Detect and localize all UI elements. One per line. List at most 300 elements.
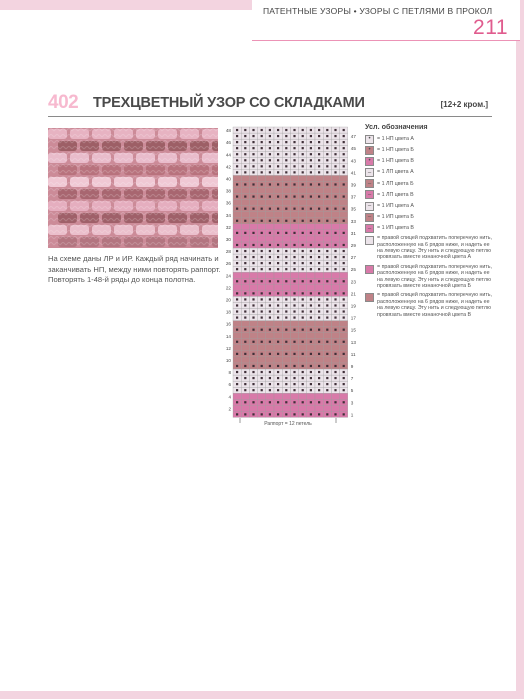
stitch-symbol bbox=[343, 153, 345, 155]
chart-cell bbox=[274, 284, 282, 290]
stitch-symbol bbox=[244, 195, 246, 197]
stitch-symbol bbox=[277, 383, 279, 385]
stitch-symbol bbox=[318, 262, 320, 264]
legend-label: = 1 ИП цвета В bbox=[377, 225, 414, 232]
stitch-symbol bbox=[252, 371, 254, 373]
stitch-symbol bbox=[343, 377, 345, 379]
stitch-symbol bbox=[326, 159, 328, 161]
stitch-symbol bbox=[343, 141, 345, 143]
legend-mark: – bbox=[367, 214, 372, 221]
stitch-symbol bbox=[334, 159, 336, 161]
stitch-symbol bbox=[285, 232, 287, 234]
stitch-symbol bbox=[252, 159, 254, 161]
chart-cell bbox=[307, 345, 315, 351]
chart-cell bbox=[323, 357, 331, 363]
stitch-symbol bbox=[236, 298, 238, 300]
chart-cell bbox=[307, 224, 315, 230]
chart-cell bbox=[266, 333, 274, 339]
row-label: 15 bbox=[350, 327, 356, 333]
row-label: 5 bbox=[350, 388, 354, 394]
row-label: 19 bbox=[350, 303, 356, 309]
stitch-symbol bbox=[285, 195, 287, 197]
chart-cell bbox=[258, 212, 266, 218]
page-frame-right bbox=[516, 0, 524, 699]
chart-cell bbox=[282, 236, 290, 242]
stitch-symbol bbox=[252, 329, 254, 331]
chart-cell bbox=[299, 175, 307, 181]
row-label: 39 bbox=[350, 182, 356, 188]
stitch-symbol bbox=[244, 292, 246, 294]
stitch-symbol bbox=[334, 268, 336, 270]
stitch-symbol bbox=[252, 129, 254, 131]
chart-cell bbox=[315, 333, 323, 339]
stitch-symbol bbox=[261, 365, 263, 367]
stitch-symbol bbox=[285, 389, 287, 391]
stitch-symbol bbox=[244, 316, 246, 318]
stitch-symbol bbox=[302, 171, 304, 173]
stitch-symbol bbox=[285, 310, 287, 312]
stitch-symbol bbox=[326, 310, 328, 312]
chart-cell bbox=[233, 224, 241, 230]
chart-cell bbox=[233, 284, 241, 290]
chart-cell bbox=[290, 357, 298, 363]
stitch-symbol bbox=[244, 377, 246, 379]
chart-cell bbox=[266, 321, 274, 327]
chart-cell bbox=[274, 272, 282, 278]
stitch-symbol bbox=[326, 304, 328, 306]
chart-cell bbox=[266, 393, 274, 399]
row-label: 11 bbox=[350, 351, 356, 357]
stitch-symbol bbox=[310, 153, 312, 155]
chart-cell bbox=[307, 212, 315, 218]
stitch-symbol bbox=[318, 365, 320, 367]
row-label: 7 bbox=[350, 376, 354, 382]
stitch-symbol bbox=[302, 292, 304, 294]
stitch-symbol bbox=[318, 316, 320, 318]
stitch-symbol bbox=[310, 183, 312, 185]
stitch-symbol bbox=[293, 280, 295, 282]
row-label: 20 bbox=[225, 297, 231, 303]
chart-cell bbox=[340, 284, 348, 290]
stitch-symbol bbox=[318, 195, 320, 197]
stitch-symbol bbox=[236, 147, 238, 149]
chart-cell bbox=[249, 272, 257, 278]
chart-cell bbox=[241, 357, 249, 363]
legend-item bbox=[365, 133, 495, 144]
chart-cell bbox=[340, 345, 348, 351]
stitch-symbol bbox=[334, 129, 336, 131]
row-label: 31 bbox=[350, 230, 356, 236]
stitch-symbol bbox=[326, 171, 328, 173]
chart-cell bbox=[340, 357, 348, 363]
stitch-symbol bbox=[318, 298, 320, 300]
stitch-symbol bbox=[261, 129, 263, 131]
chart-cell bbox=[249, 405, 257, 411]
stitch-symbol bbox=[277, 153, 279, 155]
stitch-symbol bbox=[302, 250, 304, 252]
legend-mark: • bbox=[368, 147, 371, 154]
chart-cell bbox=[299, 236, 307, 242]
chart-cell bbox=[258, 236, 266, 242]
stitch-symbol bbox=[277, 262, 279, 264]
stitch-symbol bbox=[252, 298, 254, 300]
stitch-symbol bbox=[244, 244, 246, 246]
stitch-symbol bbox=[310, 147, 312, 149]
stitch-symbol bbox=[285, 256, 287, 258]
chart-cell bbox=[315, 393, 323, 399]
stitch-symbol bbox=[343, 371, 345, 373]
stitch-symbol bbox=[343, 262, 345, 264]
knitted-sample-photo bbox=[48, 128, 218, 248]
chart-cell bbox=[323, 212, 331, 218]
chart-cell bbox=[274, 175, 282, 181]
chart-cell bbox=[299, 272, 307, 278]
stitch-symbol bbox=[236, 135, 238, 137]
stitch-symbol bbox=[310, 208, 312, 210]
stitch-symbol bbox=[285, 316, 287, 318]
legend-item bbox=[365, 212, 495, 223]
chart-cell bbox=[290, 405, 298, 411]
chart-cell bbox=[233, 272, 241, 278]
stitch-symbol bbox=[277, 268, 279, 270]
chart-cell bbox=[290, 345, 298, 351]
stitch-symbol bbox=[285, 353, 287, 355]
stitch-symbol bbox=[293, 365, 295, 367]
stitch-symbol bbox=[252, 304, 254, 306]
chart-cell bbox=[249, 345, 257, 351]
stitch-symbol bbox=[252, 310, 254, 312]
stitch-symbol bbox=[236, 353, 238, 355]
stitch-symbol bbox=[236, 244, 238, 246]
stitch-symbol bbox=[277, 353, 279, 355]
stitch-symbol bbox=[244, 371, 246, 373]
stitch-symbol bbox=[318, 244, 320, 246]
stitch-symbol bbox=[285, 371, 287, 373]
stitch-symbol bbox=[293, 310, 295, 312]
stitch-symbol bbox=[343, 244, 345, 246]
stitch-symbol bbox=[252, 353, 254, 355]
stitch-symbol bbox=[236, 413, 238, 415]
stitch-symbol bbox=[334, 135, 336, 137]
stitch-symbol bbox=[285, 383, 287, 385]
stitch-symbol bbox=[244, 365, 246, 367]
stitch-symbol bbox=[277, 195, 279, 197]
chart-cell bbox=[258, 284, 266, 290]
stitch-symbol bbox=[302, 159, 304, 161]
stitch-symbol bbox=[261, 268, 263, 270]
stitch-symbol bbox=[302, 329, 304, 331]
stitch-symbol bbox=[236, 129, 238, 131]
stitch-symbol bbox=[277, 244, 279, 246]
row-label: 13 bbox=[350, 339, 356, 345]
stitch-symbol bbox=[285, 377, 287, 379]
legend-label: = 1 ЛП цвета Б bbox=[377, 180, 414, 187]
stitch-symbol bbox=[343, 292, 345, 294]
stitch-symbol bbox=[236, 341, 238, 343]
chart-cell bbox=[241, 405, 249, 411]
chart-cell bbox=[323, 272, 331, 278]
chart-cell bbox=[233, 236, 241, 242]
stitch-symbol bbox=[302, 183, 304, 185]
stitch-symbol bbox=[261, 401, 263, 403]
stitch-symbol bbox=[261, 341, 263, 343]
stitch-symbol bbox=[285, 329, 287, 331]
stitch-symbol bbox=[236, 310, 238, 312]
stitch-symbol bbox=[310, 244, 312, 246]
stitch-symbol bbox=[310, 365, 312, 367]
stitch-symbol bbox=[343, 316, 345, 318]
chart-cell bbox=[299, 284, 307, 290]
chart-cell bbox=[290, 284, 298, 290]
chart-cell bbox=[249, 357, 257, 363]
stitch-symbol bbox=[236, 256, 238, 258]
chart-cell bbox=[331, 272, 339, 278]
chart-cell bbox=[282, 405, 290, 411]
row-label: 28 bbox=[225, 249, 231, 255]
stitch-symbol bbox=[293, 129, 295, 131]
stitch-symbol bbox=[269, 383, 271, 385]
chart-cell bbox=[299, 212, 307, 218]
stitch-symbol bbox=[326, 244, 328, 246]
stitch-symbol bbox=[277, 304, 279, 306]
stitch-symbol bbox=[318, 389, 320, 391]
chart-cell bbox=[241, 212, 249, 218]
row-label: 2 bbox=[228, 406, 231, 412]
chart-cell bbox=[331, 224, 339, 230]
stitch-symbol bbox=[310, 165, 312, 167]
chart-cell bbox=[340, 321, 348, 327]
stitch-symbol bbox=[252, 232, 254, 234]
chart-cell bbox=[331, 200, 339, 206]
purl-b-icon bbox=[365, 179, 374, 188]
stitch-symbol bbox=[343, 129, 345, 131]
stitch-symbol bbox=[285, 220, 287, 222]
stitch-symbol bbox=[302, 244, 304, 246]
stitch-symbol bbox=[277, 365, 279, 367]
stitch-symbol bbox=[343, 389, 345, 391]
chart-cell bbox=[258, 357, 266, 363]
row-label: 18 bbox=[225, 309, 231, 315]
chart-cell bbox=[282, 224, 290, 230]
stitch-symbol bbox=[318, 310, 320, 312]
stitch-symbol bbox=[343, 341, 345, 343]
chart-cell bbox=[315, 212, 323, 218]
legend-note-text: = правой спицей подхватить поперечную нить, расположенную на 6 рядов ниже, и надеть ее на левую спицу. Эту нить и следующую петлю провязать вместе изнаночной цвета Б bbox=[377, 263, 493, 289]
chart-cell bbox=[340, 272, 348, 278]
chart-cell bbox=[340, 175, 348, 181]
chart-cell bbox=[258, 333, 266, 339]
stitch-symbol bbox=[302, 208, 304, 210]
stitch-symbol bbox=[318, 208, 320, 210]
row-label: 38 bbox=[225, 188, 231, 194]
stitch-symbol bbox=[236, 171, 238, 173]
stitch-symbol bbox=[326, 147, 328, 149]
stitch-symbol bbox=[261, 389, 263, 391]
stitch-symbol bbox=[318, 147, 320, 149]
pick-up-b-icon bbox=[365, 293, 374, 302]
stitch-symbol bbox=[326, 316, 328, 318]
stitch-symbol bbox=[252, 153, 254, 155]
stitch-symbol bbox=[252, 316, 254, 318]
stitch-symbol bbox=[269, 232, 271, 234]
row-label: 40 bbox=[225, 176, 231, 182]
chart-cell bbox=[290, 333, 298, 339]
row-label: 21 bbox=[350, 291, 356, 297]
stitch-symbol bbox=[236, 208, 238, 210]
stitch-symbol bbox=[334, 244, 336, 246]
chart-cell bbox=[315, 345, 323, 351]
stitch-symbol bbox=[302, 147, 304, 149]
stitch-symbol bbox=[244, 280, 246, 282]
stitch-symbol bbox=[277, 310, 279, 312]
stitch-symbol bbox=[293, 153, 295, 155]
chart-cell bbox=[266, 212, 274, 218]
chart-cell bbox=[323, 321, 331, 327]
stitch-symbol bbox=[334, 183, 336, 185]
stitch-symbol bbox=[277, 316, 279, 318]
stitch-symbol bbox=[285, 183, 287, 185]
chart-cell bbox=[307, 357, 315, 363]
stitch-symbol bbox=[318, 329, 320, 331]
stitch-symbol bbox=[252, 383, 254, 385]
chart-cell bbox=[274, 321, 282, 327]
legend-note bbox=[365, 264, 495, 290]
stitch-symbol bbox=[277, 165, 279, 167]
chart-cell bbox=[331, 345, 339, 351]
row-label: 25 bbox=[350, 267, 356, 273]
chart-cell bbox=[315, 175, 323, 181]
stitch-symbol bbox=[310, 171, 312, 173]
stitch-symbol bbox=[236, 250, 238, 252]
stitch-symbol bbox=[293, 195, 295, 197]
stitch-symbol bbox=[326, 268, 328, 270]
row-label: 14 bbox=[225, 333, 231, 339]
stitch-symbol bbox=[318, 292, 320, 294]
stitch-symbol bbox=[285, 129, 287, 131]
stitch-symbol bbox=[277, 298, 279, 300]
stitch-symbol bbox=[277, 129, 279, 131]
stitch-symbol bbox=[302, 129, 304, 131]
stitch-symbol bbox=[277, 220, 279, 222]
row-label: 24 bbox=[225, 273, 231, 279]
chart-cell bbox=[307, 200, 315, 206]
chart-cell bbox=[258, 188, 266, 194]
stitch-symbol bbox=[285, 244, 287, 246]
stitch-symbol bbox=[285, 171, 287, 173]
stitch-symbol bbox=[310, 280, 312, 282]
stitch-symbol bbox=[310, 413, 312, 415]
chart-cell bbox=[340, 200, 348, 206]
stitch-symbol bbox=[326, 389, 328, 391]
stitch-symbol bbox=[261, 244, 263, 246]
legend-note-text: = правой спицей подхватить поперечную нить, расположенную на 6 рядов ниже, и надеть ее на левую спицу. Эту нить и следующую петлю провязать вместе изнаночной цвета В bbox=[377, 292, 493, 318]
ip-b-icon bbox=[365, 213, 374, 222]
stitch-symbol bbox=[285, 304, 287, 306]
stitch-symbol bbox=[310, 341, 312, 343]
stitch-symbol bbox=[269, 183, 271, 185]
row-label: 34 bbox=[225, 212, 231, 218]
chart-cell bbox=[266, 357, 274, 363]
legend-label: = 1 ЛП цвета В bbox=[377, 191, 414, 198]
chart-cell bbox=[233, 200, 241, 206]
stitch-symbol bbox=[302, 371, 304, 373]
stitch-symbol bbox=[293, 298, 295, 300]
chart-cell bbox=[258, 224, 266, 230]
stitch-symbol bbox=[334, 401, 336, 403]
chart-cell bbox=[299, 188, 307, 194]
stitch-symbol bbox=[318, 232, 320, 234]
stitch-symbol bbox=[252, 244, 254, 246]
stitch-symbol bbox=[236, 389, 238, 391]
stitch-symbol bbox=[302, 304, 304, 306]
stitch-symbol bbox=[326, 262, 328, 264]
chart-cell bbox=[299, 224, 307, 230]
page-number: 211 bbox=[473, 16, 508, 39]
chart-cell bbox=[315, 284, 323, 290]
chart-cell bbox=[323, 405, 331, 411]
stitch-symbol bbox=[261, 280, 263, 282]
stitch-symbol bbox=[269, 365, 271, 367]
chart-cell bbox=[274, 224, 282, 230]
stitch-symbol bbox=[244, 383, 246, 385]
stitch-symbol bbox=[269, 250, 271, 252]
chart-cell bbox=[323, 345, 331, 351]
stitch-symbol bbox=[285, 341, 287, 343]
stitch-symbol bbox=[261, 304, 263, 306]
running-head: ПАТЕНТНЫЕ УЗОРЫ • УЗОРЫ С ПЕТЛЯМИ В ПРОКОЛ bbox=[263, 6, 493, 16]
stitch-symbol bbox=[277, 389, 279, 391]
chart-cell bbox=[266, 345, 274, 351]
stitch-symbol bbox=[269, 135, 271, 137]
stitch-symbol bbox=[310, 401, 312, 403]
chart-cell bbox=[307, 333, 315, 339]
chart-cell bbox=[241, 333, 249, 339]
chart-cell bbox=[282, 393, 290, 399]
stitch-symbol bbox=[236, 383, 238, 385]
stitch-symbol bbox=[244, 153, 246, 155]
legend-label: = 1 НП цвета А bbox=[377, 135, 414, 142]
row-label: 32 bbox=[225, 224, 231, 230]
stitch-symbol bbox=[343, 195, 345, 197]
stitch-symbol bbox=[334, 389, 336, 391]
stitch-symbol bbox=[261, 377, 263, 379]
chart-cell bbox=[249, 212, 257, 218]
stitch-symbol bbox=[334, 171, 336, 173]
stitch-symbol bbox=[252, 147, 254, 149]
chart-cell bbox=[241, 321, 249, 327]
row-label: 42 bbox=[225, 164, 231, 170]
chart-cell bbox=[274, 357, 282, 363]
chart-cell bbox=[233, 188, 241, 194]
chart-cell bbox=[290, 212, 298, 218]
stitch-symbol bbox=[310, 262, 312, 264]
chart-cell bbox=[241, 236, 249, 242]
stitch-symbol bbox=[261, 371, 263, 373]
stitch-symbol bbox=[244, 183, 246, 185]
stitch-symbol bbox=[252, 292, 254, 294]
chart-cell bbox=[307, 393, 315, 399]
stitch-symbol bbox=[269, 298, 271, 300]
stitch-symbol bbox=[285, 159, 287, 161]
stitch-symbol bbox=[343, 310, 345, 312]
stitch-symbol bbox=[261, 165, 263, 167]
stitch-symbol bbox=[236, 159, 238, 161]
stitch-symbol bbox=[236, 268, 238, 270]
stitch-symbol bbox=[334, 292, 336, 294]
chart-cell bbox=[274, 200, 282, 206]
stitch-symbol bbox=[277, 413, 279, 415]
stitch-symbol bbox=[293, 208, 295, 210]
